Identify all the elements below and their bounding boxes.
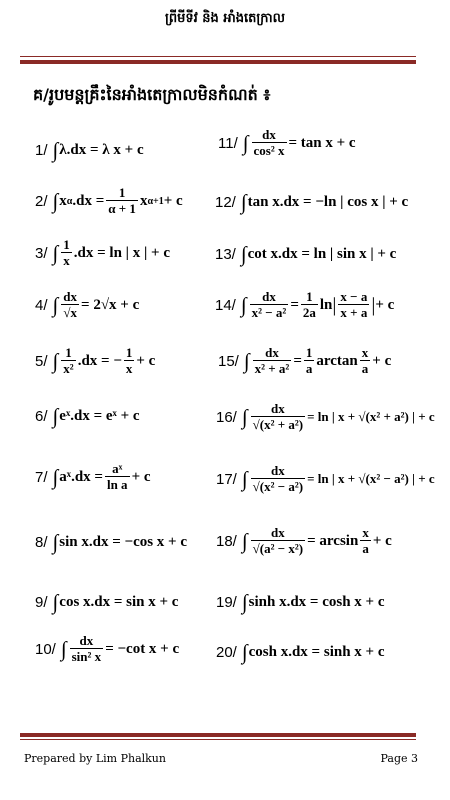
- page-number: Page 3: [380, 752, 418, 765]
- formula-10: 10/ ∫ $\frac{dx}{\text{sin² x}}$ = −cot x + c: [35, 633, 180, 664]
- formula-15: 15/ ∫ $\frac{dx}{\text{x² + a²}}$ = $\frac{1}{a}$ arctan $\frac{x}{a}$ + c: [218, 345, 392, 376]
- formula-3: 3/ ∫ $\frac{1}{x}$ .dx = ln | x | + c: [35, 237, 170, 268]
- formula-9: 9/ ∫ cos x.dx = sin x + c: [35, 590, 179, 614]
- footer-rule-thick: [20, 733, 416, 737]
- formula-14: 14/ ∫ $\frac{dx}{\text{x² − a²}}$ = $\frac{1}{2a}$ ln | $\frac{x - a}{x + a}$ | + c: [215, 289, 395, 320]
- formula-4: 4/ ∫ $\frac{dx}{√x}$ = 2√x + c: [35, 289, 140, 320]
- formula-12: 12/ ∫ tan x.dx = −ln | cos x | + c: [215, 190, 409, 214]
- formula-13: 13/ ∫ cot x.dx = ln | sin x | + c: [215, 242, 397, 266]
- formula-11: 11/ ∫ $\frac{dx}{\text{cos² x}}$ = tan x + c: [218, 127, 356, 158]
- formula-19: 19/ ∫ sinh x.dx = cosh x + c: [216, 590, 385, 614]
- formula-6: 6/ ∫ eˣ.dx = eˣ + c: [35, 404, 140, 428]
- footer-rule-thin: [20, 739, 416, 740]
- formula-8: 8/ ∫ sin x.dx = −cos x + c: [35, 530, 188, 554]
- formula-5: 5/ ∫ $\frac{1}{\text{x²}}$ .dx = − $\frac{1}{x}$ + c: [35, 345, 156, 376]
- footer-author: Prepared by Lim Phalkun: [24, 752, 166, 765]
- formula-2: 2/ ∫ x α .dx = $\frac{1}{\alpha + 1}$ x α+1 + c: [35, 185, 183, 216]
- header-rule-thick: [20, 60, 416, 64]
- section-heading: គ/រូបមន្តគ្រឹះនៃអាំងតេក្រាលមិនកំណត់ ៖: [33, 85, 271, 104]
- formula-18: 18/ ∫ $\frac{dx}{\text{√(a² − x²)}}$ = arcsin $\frac{x}{a}$ + c: [216, 525, 392, 556]
- page-title: ព្រីមីទីវ និង អាំងតេក្រាល: [165, 11, 285, 26]
- formula-7: 7/ ∫ aˣ.dx = $\frac{\text{aˣ}}{\text{ln a}}$ + c: [35, 461, 151, 492]
- formula-1: 1/ ∫ λ.dx = λ x + c: [35, 138, 144, 162]
- formula-17: 17/ ∫ $\frac{dx}{\text{√(x² − a²)}}$ = ln | x + √(x² − a²) | + c: [216, 463, 435, 494]
- formula-16: 16/ ∫ $\frac{dx}{\text{√(x² + a²)}}$ = ln | x + √(x² + a²) | + c: [216, 401, 435, 432]
- formula-20: 20/ ∫ cosh x.dx = sinh x + c: [216, 640, 385, 664]
- header-rule-thin: [20, 56, 416, 57]
